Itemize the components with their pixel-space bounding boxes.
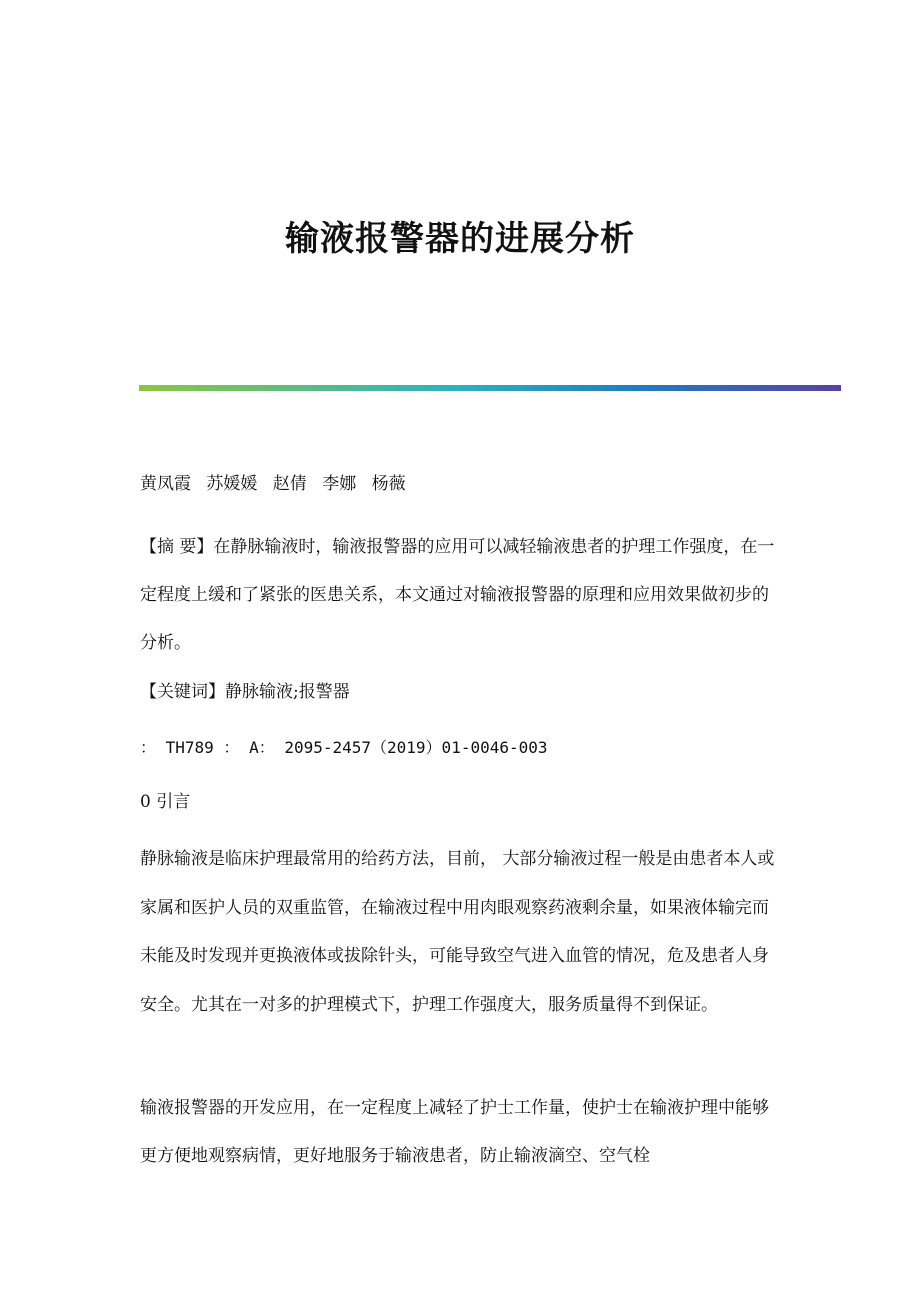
keywords-text: 静脉输液;报警器 bbox=[225, 682, 350, 702]
section-heading-introduction: 0 引言 bbox=[140, 792, 191, 812]
abstract-text: 在静脉输液时，输液报警器的应用可以减轻输液患者的护理工作强度，在一定程度上缓和了紧张的医患关系，本文通过对输液报警器的原理和应用效果做初步的分析。 bbox=[140, 537, 775, 653]
author-list: 黄凤霞 苏媛媛 赵倩 李娜 杨薇 bbox=[140, 474, 406, 494]
classification-line: ： TH789 ： A： 2095-2457（2019）01-0046-003 bbox=[140, 738, 548, 757]
keywords-label: 【关键词】 bbox=[140, 682, 225, 702]
body-paragraph: 静脉输液是临床护理最常用的给药方法，目前， 大部分输液过程一般是由患者本人或家属和医护人员的双重监管，在输液过程中用肉眼观察药液剩余量，如果液体输完而未能及时发现并更换液体或拔除针头，可能导致空气进入血管的情况，危及患者人身安全。尤其在一对多的护理模式下，护理工作强度大，服务质量得不到保证。 bbox=[140, 849, 775, 1015]
abstract bbox=[140, 523, 780, 667]
abstract-label: 【摘 要】 bbox=[140, 537, 214, 557]
keywords bbox=[140, 678, 780, 706]
body-paragraph: 输液报警器的开发应用，在一定程度上减轻了护士工作量，使护士在输液护理中能够更方便地观察病情，更好地服务于输液患者，防止输液滴空、空气栓 bbox=[140, 1098, 769, 1166]
paper-title: 输液报警器的进展分析 bbox=[285, 219, 635, 259]
title-divider bbox=[139, 385, 841, 391]
